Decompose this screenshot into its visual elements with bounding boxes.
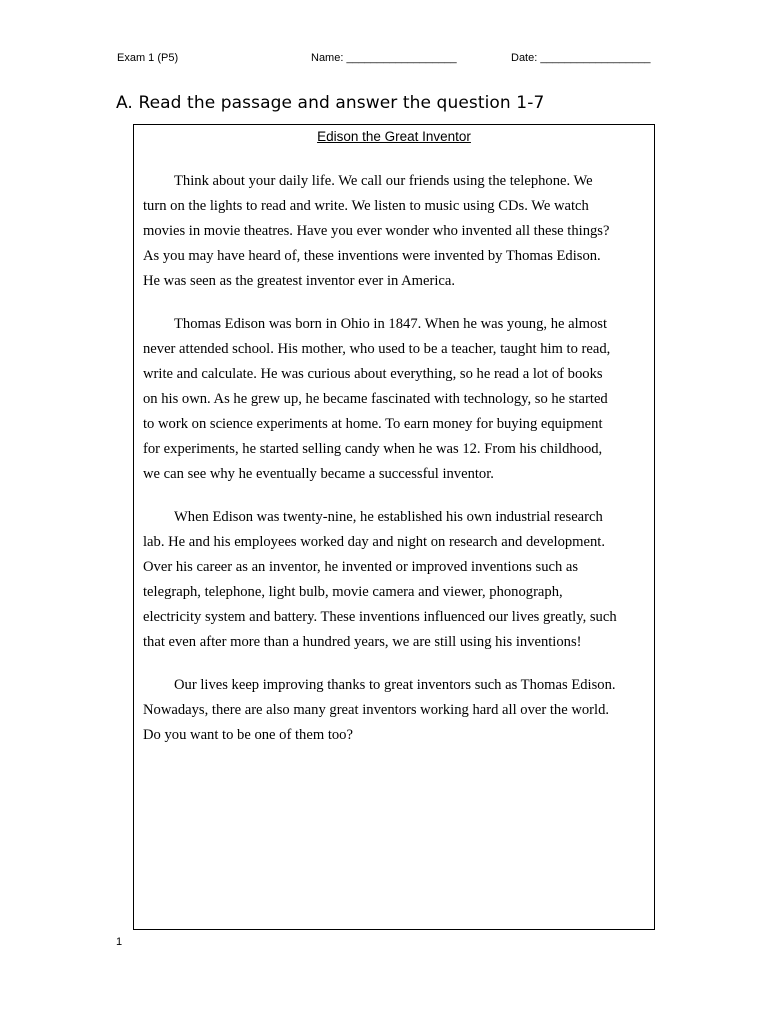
paragraph-line: Nowadays, there are also many great inventors working hard all over the world. (143, 702, 610, 718)
paragraph-line: on his own. As he grew up, he became fascinated with technology, so he started (143, 391, 608, 407)
paragraph-line: Do you want to be one of them too? (143, 727, 353, 743)
paragraph-line: lab. He and his employees worked day and night on research and development. (143, 534, 605, 550)
paragraph-line: for experiments, he started selling candy when he was 12. From his childhood, (143, 441, 603, 457)
page-header (0, 52, 768, 68)
paragraph-line: never attended school. His mother, who used to be a teacher, taught him to read, (143, 341, 611, 357)
passage-box (133, 124, 655, 930)
page-number: 1 (116, 936, 123, 948)
passage-paragraph (143, 169, 649, 294)
paragraph-line: As you may have heard of, these inventions were invented by Thomas Edison. (143, 248, 601, 264)
paragraph-line: that even after more than a hundred years, we are still using his inventions! (143, 634, 582, 650)
paragraph-line: to work on science experiments at home. To earn money for buying equipment (143, 416, 603, 432)
paragraph-line: telegraph, telephone, light bulb, movie camera and viewer, phonograph, (143, 584, 563, 600)
paragraph-line: movies in movie theatres. Have you ever wonder who invented all these things? (143, 223, 610, 239)
paragraph-line: Over his career as an inventor, he invented or improved inventions such as (143, 559, 579, 575)
passage-paragraph (143, 505, 649, 655)
date-field: Date: __________________ (511, 52, 651, 64)
paragraph-line: write and calculate. He was curious about everything, so he read a lot of books (143, 366, 603, 382)
section-title: A. Read the passage and answer the question 1-7 (116, 93, 545, 113)
passage-paragraph (143, 312, 649, 487)
passage-title: Edison the Great Inventor (317, 129, 471, 144)
paragraph-line: When Edison was twenty-nine, he established his own industrial research (174, 509, 603, 525)
passage-paragraph (143, 673, 649, 748)
paragraph-line: Our lives keep improving thanks to great inventors such as Thomas Edison. (174, 677, 616, 693)
paragraph-line: Think about your daily life. We call our friends using the telephone. We (174, 173, 593, 189)
paragraph-line: Thomas Edison was born in Ohio in 1847. When he was young, he almost (174, 316, 608, 332)
exam-label: Exam 1 (P5) (117, 52, 179, 64)
name-field: Name: __________________ (311, 52, 457, 64)
paragraph-line: turn on the lights to read and write. We listen to music using CDs. We watch (143, 198, 589, 214)
paragraph-line: electricity system and battery. These inventions influenced our lives greatly, such (143, 609, 617, 625)
paragraph-line: we can see why he eventually became a successful inventor. (143, 466, 494, 482)
paragraph-line: He was seen as the greatest inventor ever in America. (143, 273, 456, 289)
